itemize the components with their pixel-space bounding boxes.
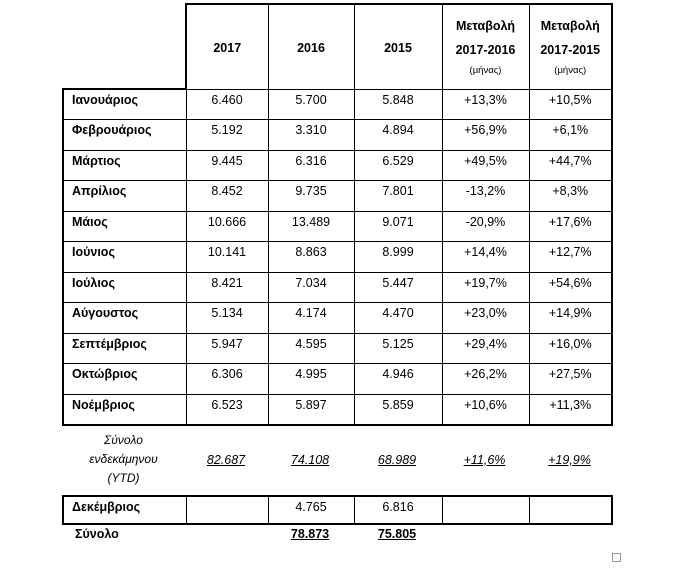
cell-2015: 4.946 — [354, 364, 442, 395]
cell-month: Σεπτέμβριος — [63, 333, 186, 364]
ytd-change-2017-2015: +19,9% — [548, 452, 591, 467]
change-2016-note: (μήνας) — [469, 65, 502, 77]
table-row — [63, 242, 612, 273]
cell-2015: 8.999 — [354, 242, 442, 273]
cell-2015: 6.816 — [354, 496, 442, 524]
ytd-2017: 82.687 — [206, 452, 246, 467]
total-2017-empty — [185, 524, 267, 548]
cell-2015: 5.125 — [354, 333, 442, 364]
cell-change-2017-2015: +44,7% — [529, 150, 612, 181]
change-2016-title: Μεταβολή — [455, 19, 516, 34]
table-row — [63, 333, 612, 364]
cell-2015: 4.894 — [354, 120, 442, 151]
cell-2017 — [186, 496, 268, 524]
cell-month: Δεκέμβριος — [63, 496, 186, 524]
total-2016: 78.873 — [290, 527, 330, 541]
cell-month: Ιανουάριος — [63, 89, 186, 120]
cell-change-2017-2015 — [529, 496, 612, 524]
change-2015-years: 2017-2015 — [540, 42, 601, 57]
cell-2016: 4.595 — [268, 333, 354, 364]
table-row — [63, 364, 612, 395]
cell-change-2017-2016: +19,7% — [442, 272, 529, 303]
cell-change-2017-2016: +10,6% — [442, 394, 529, 425]
table-row — [62, 424, 611, 495]
cell-change-2017-2015: +8,3% — [529, 181, 612, 212]
cell-change-2017-2016: +29,4% — [442, 333, 529, 364]
grand-total-row — [62, 524, 611, 548]
table-row — [63, 89, 612, 120]
empty-checkbox-marker — [612, 553, 621, 562]
cell-2016: 3.310 — [268, 120, 354, 151]
header-empty-cell — [63, 4, 186, 89]
cell-change-2017-2015: +54,6% — [529, 272, 612, 303]
cell-change-2017-2016: +56,9% — [442, 120, 529, 151]
cell-change-2017-2016: +23,0% — [442, 303, 529, 334]
cell-2016: 13.489 — [268, 211, 354, 242]
change-2015-title: Μεταβολή — [540, 19, 600, 34]
table-row — [63, 272, 612, 303]
cell-2016: 4.765 — [268, 496, 354, 524]
cell-change-2017-2015: +27,5% — [529, 364, 612, 395]
cell-2016: 4.174 — [268, 303, 354, 334]
cell-change-2017-2016: -13,2% — [442, 181, 529, 212]
cell-month: Αύγουστος — [63, 303, 186, 334]
cell-change-2017-2015: +16,0% — [529, 333, 612, 364]
cell-2015: 5.859 — [354, 394, 442, 425]
cell-2017: 10.141 — [186, 242, 268, 273]
cell-month: Ιούνιος — [63, 242, 186, 273]
cell-2017: 5.947 — [186, 333, 268, 364]
cell-2015: 7.801 — [354, 181, 442, 212]
table-row — [63, 394, 612, 425]
cell-2017: 6.523 — [186, 394, 268, 425]
cell-change-2017-2015: +10,5% — [529, 89, 612, 120]
total-label: Σύνολο — [75, 527, 119, 541]
total-change-2015-empty — [528, 524, 611, 548]
header-row — [63, 4, 612, 89]
cell-month: Απρίλιος — [63, 181, 186, 212]
cell-month: Οκτώβριος — [63, 364, 186, 395]
header-2017: 2017 — [186, 4, 268, 89]
cell-change-2017-2016: +49,5% — [442, 150, 529, 181]
total-change-2016-empty — [441, 524, 528, 548]
cell-2015: 5.848 — [354, 89, 442, 120]
ytd-label: Σύνολο ενδεκάμηνου (YTD) — [89, 432, 158, 486]
ytd-change-2017-2016: +11,6% — [463, 452, 506, 467]
header-change-2017-2016 — [442, 4, 529, 89]
table-row — [62, 524, 611, 548]
table-row — [63, 496, 612, 524]
cell-change-2017-2015: +12,7% — [529, 242, 612, 273]
cell-change-2017-2016 — [442, 496, 529, 524]
table-row — [63, 120, 612, 151]
monthly-data-table — [62, 3, 613, 426]
cell-2017: 8.421 — [186, 272, 268, 303]
cell-2017: 9.445 — [186, 150, 268, 181]
cell-2016: 4.995 — [268, 364, 354, 395]
header-change-2017-2015 — [529, 4, 612, 89]
cell-2016: 9.735 — [268, 181, 354, 212]
cell-change-2017-2015: +17,6% — [529, 211, 612, 242]
change-2015-note: (μήνας) — [554, 65, 587, 77]
header-2015: 2015 — [354, 4, 442, 89]
cell-month: Μάιος — [63, 211, 186, 242]
cell-month: Νοέμβριος — [63, 394, 186, 425]
cell-2016: 6.316 — [268, 150, 354, 181]
cell-change-2017-2015: +11,3% — [529, 394, 612, 425]
cell-2016: 7.034 — [268, 272, 354, 303]
cell-change-2017-2016: +14,4% — [442, 242, 529, 273]
december-table — [62, 495, 613, 525]
cell-change-2017-2016: -20,9% — [442, 211, 529, 242]
total-2015: 75.805 — [377, 527, 417, 541]
cell-2017: 10.666 — [186, 211, 268, 242]
cell-2015: 5.447 — [354, 272, 442, 303]
cell-2016: 5.897 — [268, 394, 354, 425]
table-row — [63, 303, 612, 334]
change-2016-years: 2017-2016 — [455, 42, 516, 57]
cell-change-2017-2015: +14,9% — [529, 303, 612, 334]
ytd-2015: 68.989 — [377, 452, 417, 467]
cell-2017: 5.192 — [186, 120, 268, 151]
cell-2017: 8.452 — [186, 181, 268, 212]
cell-2016: 5.700 — [268, 89, 354, 120]
cell-2015: 4.470 — [354, 303, 442, 334]
table-row — [63, 181, 612, 212]
ytd-2016: 74.108 — [290, 452, 330, 467]
cell-2015: 9.071 — [354, 211, 442, 242]
cell-month: Ιούλιος — [63, 272, 186, 303]
cell-2016: 8.863 — [268, 242, 354, 273]
cell-2015: 6.529 — [354, 150, 442, 181]
cell-change-2017-2016: +26,2% — [442, 364, 529, 395]
header-2016: 2016 — [268, 4, 354, 89]
cell-2017: 6.460 — [186, 89, 268, 120]
cell-2017: 6.306 — [186, 364, 268, 395]
cell-change-2017-2015: +6,1% — [529, 120, 612, 151]
cell-month: Μάρτιος — [63, 150, 186, 181]
table-row — [63, 150, 612, 181]
cell-2017: 5.134 — [186, 303, 268, 334]
cell-month: Φεβρουάριος — [63, 120, 186, 151]
cell-change-2017-2016: +13,3% — [442, 89, 529, 120]
table-row — [63, 211, 612, 242]
ytd-summary-row — [62, 424, 611, 495]
